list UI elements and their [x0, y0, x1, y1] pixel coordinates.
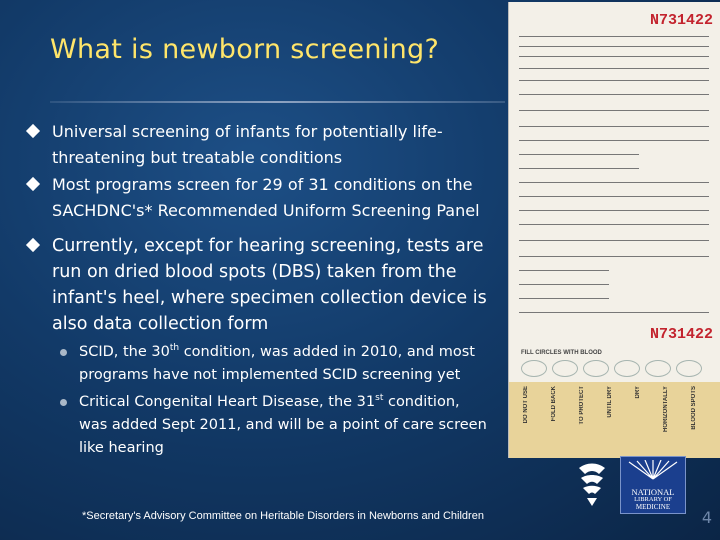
blood-spot-circle [676, 360, 702, 377]
blood-spot-circle [645, 360, 671, 377]
bullet-text: Universal screening of infants for potentially life-threatening but treatable conditions [52, 122, 443, 167]
nlm-rays-icon [627, 460, 679, 480]
filter-column-text: HORIZONTALLY [663, 386, 669, 432]
diamond-bullet-icon [26, 177, 40, 191]
bullet-item [28, 172, 488, 223]
blood-spot-circles [521, 360, 711, 380]
filter-paper-flap [509, 382, 720, 458]
title-divider [50, 101, 505, 103]
sub-bullet-item [60, 341, 488, 387]
form-serial-number: N731422 [649, 326, 713, 343]
newborn-screening-form-image [508, 2, 720, 458]
bullet-item [28, 233, 488, 337]
blood-spot-circle [521, 360, 547, 377]
bullet-list [28, 119, 488, 460]
sub-bullet-text: SCID, the 30th condition, was added in 2010, and most programs have not implemented SCID screening yet [79, 343, 475, 383]
diamond-bullet-icon [26, 124, 40, 138]
filter-column-text: DRY [635, 386, 641, 399]
dot-bullet-icon [60, 399, 67, 406]
filter-column-text: DO NOT USE [523, 386, 529, 424]
blood-spot-circle [614, 360, 640, 377]
dot-bullet-icon [60, 349, 67, 356]
fill-circles-label: FILL CIRCLES WITH BLOOD [521, 350, 602, 356]
nlm-logo-text: LIBRARY OF [634, 496, 672, 503]
nlm-logo [620, 456, 686, 514]
slide-title: What is newborn screening? [50, 34, 440, 65]
footnote: *Secretary's Advisory Committee on Heritable Disorders in Newborns and Children [82, 510, 484, 522]
filter-column-text: TO PROTECT [579, 386, 585, 425]
diamond-bullet-icon [26, 238, 40, 252]
filter-column-text: FOLD BACK [551, 386, 557, 422]
filter-column-text: BLOOD SPOTS [691, 386, 697, 430]
form-serial-number: N731422 [649, 12, 713, 29]
nlm-logo-text: MEDICINE [635, 503, 671, 511]
hhs-eagle-logo-icon [573, 460, 611, 508]
bullet-text: Most programs screen for 29 of 31 conditions on the SACHDNC's* Recommended Uniform Screening Panel [52, 175, 480, 220]
nlm-logo-text: NATIONAL [631, 487, 675, 497]
filter-column-text: UNTIL DRY [607, 386, 613, 418]
bullet-item [28, 119, 488, 170]
blood-spot-circle [552, 360, 578, 377]
blood-spot-circle [583, 360, 609, 377]
sub-bullet-item [60, 391, 488, 460]
page-number: 4 [701, 508, 712, 527]
bullet-text: Currently, except for hearing screening, tests are run on dried blood spots (DBS) taken from the infant's heel, where specimen collection device is also data collection form [52, 236, 487, 334]
sub-bullet-text: Critical Congenital Heart Disease, the 31st condition, was added Sept 2011, and will be a point of care screen like hearing [79, 393, 487, 456]
